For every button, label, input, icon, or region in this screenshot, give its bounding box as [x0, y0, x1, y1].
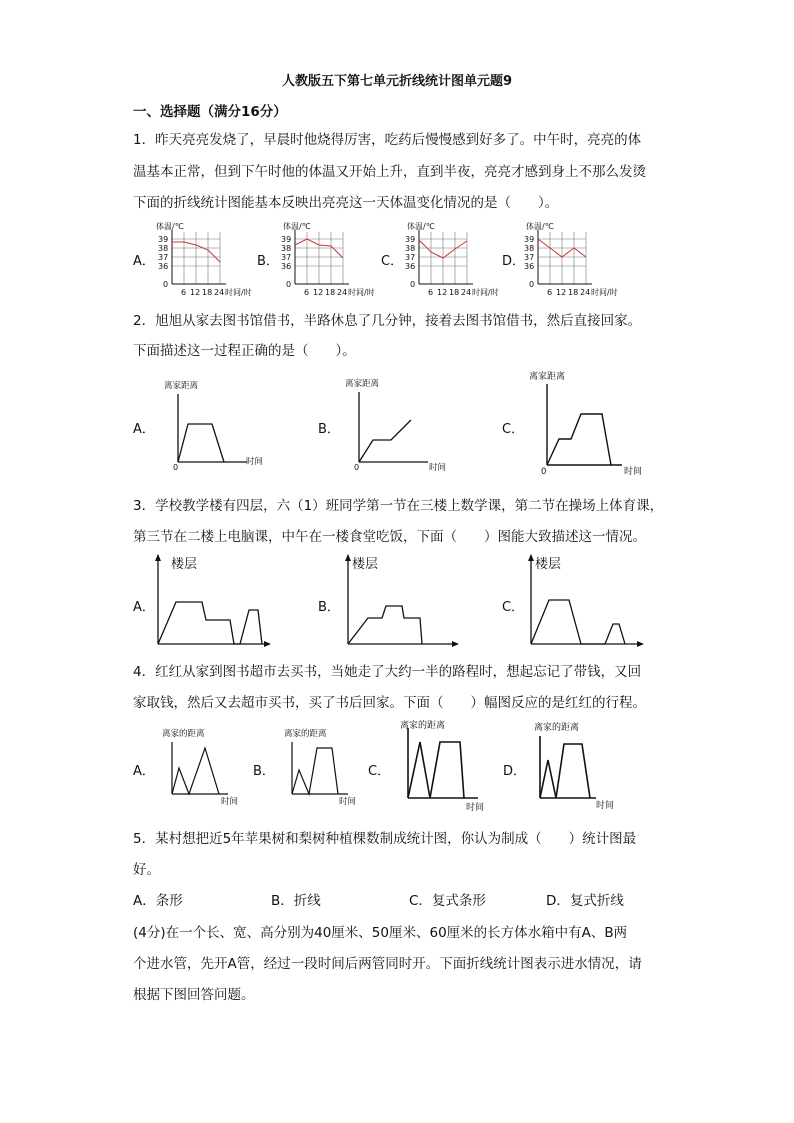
svg-text:0: 0: [173, 463, 179, 471]
svg-text:12: 12: [556, 288, 567, 297]
svg-text:38: 38: [405, 244, 416, 253]
svg-text:24: 24: [580, 288, 591, 297]
svg-text:0: 0: [163, 280, 169, 289]
svg-text:时间: 时间: [339, 797, 357, 807]
q3-option-c[interactable]: C．: [502, 600, 525, 615]
svg-text:39: 39: [158, 235, 169, 244]
q4-text-line-1: 4．红红从家到图书超市去买书，当她走了大约一半的路程时，想起忘记了带钱，又回: [133, 664, 642, 680]
q2-option-a[interactable]: A．: [133, 422, 155, 437]
svg-text:36: 36: [405, 262, 416, 271]
svg-text:离家距离: 离家距离: [529, 372, 566, 382]
svg-text:时间: 时间: [624, 467, 643, 477]
svg-text:时间/时: 时间/时: [591, 288, 618, 297]
q5-choice-d[interactable]: D．复式折线: [546, 893, 624, 909]
svg-text:12: 12: [190, 288, 201, 297]
svg-text:楼层: 楼层: [352, 557, 379, 572]
q6-text-line-2: 个进水管，先开A管，经过一段时间后两管同时开。下面折线统计图表示进水情况，请: [133, 956, 642, 972]
svg-text:37: 37: [405, 253, 416, 262]
svg-text:离家的距离: 离家的距离: [162, 729, 205, 739]
q1-chart-ylabel: 体温/℃: [156, 222, 184, 231]
q1-chart-a: [150, 218, 260, 300]
svg-text:时间: 时间: [246, 457, 264, 467]
svg-text:12: 12: [437, 288, 448, 297]
q1-text-line-2: 温基本正常，但到下午时他的体温又开始上升，直到半夜，亮亮才感到身上不那么发烫: [133, 164, 646, 180]
q5-choice-c[interactable]: C．复式条形: [409, 893, 486, 909]
q4-option-b[interactable]: B．: [253, 764, 275, 779]
q4-option-c[interactable]: C．: [368, 764, 391, 779]
svg-text:离家的距离: 离家的距离: [284, 729, 327, 739]
q1-chart-b: [273, 218, 383, 300]
q2-text-line-1: 2．旭旭从家去图书馆借书，半路休息了几分钟，接着去图书馆借书，然后直接回家。: [133, 313, 642, 329]
q3-text-line-2: 第三节在二楼上电脑课，中午在一楼食堂吃饭，下面（ ）图能大致描述这一情况。: [133, 529, 646, 545]
q5-text-line-1: 5．某村想把近5年苹果树和梨树种植棵数制成统计图，你认为制成（ ）统计图最: [133, 831, 637, 847]
svg-text:24: 24: [214, 288, 225, 297]
svg-text:0: 0: [529, 280, 535, 289]
svg-text:24: 24: [461, 288, 472, 297]
svg-text:时间: 时间: [596, 801, 615, 811]
q1-option-a[interactable]: A．: [133, 254, 155, 269]
svg-text:时间/时: 时间/时: [472, 288, 499, 297]
svg-text:时间: 时间: [429, 463, 447, 471]
svg-text:36: 36: [281, 262, 292, 271]
svg-text:0: 0: [286, 280, 292, 289]
svg-text:39: 39: [524, 235, 535, 244]
q4-chart-d: [528, 716, 638, 814]
svg-text:时间: 时间: [221, 797, 239, 807]
svg-text:18: 18: [202, 288, 213, 297]
q5-choice-b[interactable]: B．折线: [271, 893, 321, 909]
svg-text:6: 6: [181, 288, 187, 297]
svg-text:37: 37: [158, 253, 169, 262]
q1-text-line-3: 下面的折线统计图能基本反映出亮亮这一天体温变化情况的是（ ）。: [133, 195, 559, 211]
q3-text-line-1: 3．学校教学楼有四层，六（1）班同学第一节在三楼上数学课，第二节在操场上体育课，: [133, 498, 664, 514]
svg-text:36: 36: [524, 262, 535, 271]
svg-text:36: 36: [158, 262, 169, 271]
svg-text:39: 39: [405, 235, 416, 244]
svg-text:38: 38: [158, 244, 169, 253]
q4-option-a[interactable]: A．: [133, 764, 155, 779]
q1-chart-c: [397, 218, 507, 300]
q4-chart-c: [398, 716, 508, 814]
svg-text:离家的距离: 离家的距离: [400, 721, 446, 731]
q2-chart-b: [343, 376, 453, 471]
q4-text-line-2: 家取钱，然后又去超市买书，买了书后回家。下面（ ）幅图反应的是红红的行程。: [133, 695, 646, 711]
q6-text-line-1: (4分)在一个长、宽、高分别为40厘米、50厘米、60厘米的长方体水箱中有A、B两: [133, 925, 628, 941]
q4-chart-a: [160, 722, 250, 808]
svg-text:12: 12: [313, 288, 324, 297]
svg-text:离家的距离: 离家的距离: [534, 723, 580, 733]
q2-option-b[interactable]: B．: [318, 422, 340, 437]
q2-chart-a: [162, 376, 272, 471]
q3-chart-b: [342, 552, 467, 650]
q3-option-b[interactable]: B．: [318, 600, 340, 615]
svg-text:体温/℃: 体温/℃: [283, 222, 311, 231]
q1-option-b[interactable]: B．: [257, 254, 279, 269]
q5-text-line-2: 好。: [133, 862, 160, 878]
svg-text:18: 18: [449, 288, 460, 297]
svg-text:6: 6: [304, 288, 310, 297]
svg-text:离家距离: 离家距离: [164, 381, 199, 391]
svg-text:体温/℃: 体温/℃: [407, 222, 435, 231]
svg-text:38: 38: [524, 244, 535, 253]
q1-option-c[interactable]: C．: [381, 254, 404, 269]
q6-text-line-3: 根据下图回答问题。: [133, 987, 255, 1003]
q4-option-d[interactable]: D．: [503, 764, 527, 779]
svg-text:24: 24: [337, 288, 348, 297]
svg-text:时间: 时间: [466, 803, 485, 813]
svg-text:38: 38: [281, 244, 292, 253]
q1-chart-d: [516, 218, 626, 300]
svg-text:时间/时: 时间/时: [225, 288, 252, 297]
svg-text:39: 39: [281, 235, 292, 244]
svg-text:楼层: 楼层: [171, 557, 198, 572]
svg-text:6: 6: [428, 288, 434, 297]
svg-text:37: 37: [281, 253, 292, 262]
svg-text:0: 0: [541, 467, 547, 477]
svg-text:0: 0: [354, 463, 360, 471]
svg-text:楼层: 楼层: [535, 557, 562, 572]
svg-text:时间/时: 时间/时: [348, 288, 375, 297]
q4-chart-b: [282, 722, 372, 808]
q1-text-line-1: 1．昨天亮亮发烧了，早晨时他烧得厉害，吃药后慢慢感到好多了。中午时，亮亮的体: [133, 132, 642, 148]
q5-choice-a[interactable]: A．条形: [133, 893, 183, 909]
svg-text:18: 18: [568, 288, 579, 297]
section-heading: 一、选择题（满分16分）: [133, 104, 287, 120]
q3-chart-a: [152, 552, 277, 650]
q2-chart-c: [527, 368, 652, 478]
svg-text:体温/℃: 体温/℃: [526, 222, 554, 231]
svg-text:37: 37: [524, 253, 535, 262]
document-title: 人教版五下第七单元折线统计图单元题9: [281, 74, 513, 89]
svg-text:18: 18: [325, 288, 336, 297]
q3-chart-c: [525, 552, 650, 650]
q2-text-line-2: 下面描述这一过程正确的是（ ）。: [133, 343, 356, 359]
svg-text:0: 0: [410, 280, 416, 289]
svg-text:离家距离: 离家距离: [345, 379, 380, 389]
q3-option-a[interactable]: A．: [133, 600, 155, 615]
q2-option-c[interactable]: C．: [502, 422, 525, 437]
q1-option-d[interactable]: D．: [502, 254, 526, 269]
svg-text:6: 6: [547, 288, 553, 297]
